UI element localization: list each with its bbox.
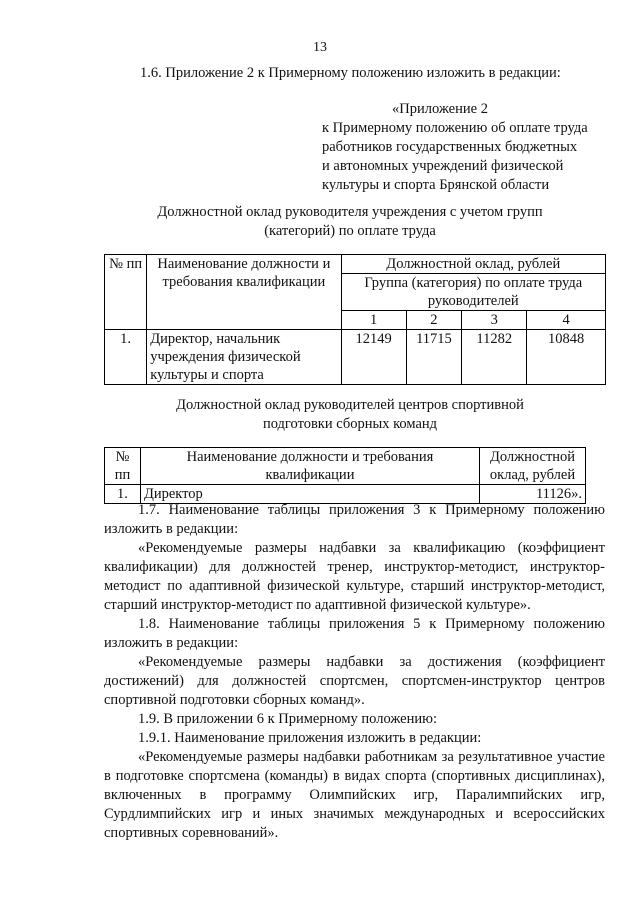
head-name: Наименование должности и требования квалификации: [147, 255, 341, 330]
page-number: 13: [313, 40, 327, 55]
appendix-line: работников государственных бюджетных: [322, 139, 578, 155]
appendix-line: культуры и спорта Брянской области: [322, 177, 550, 193]
body-text: [104, 501, 605, 843]
group-1: 1: [341, 311, 406, 330]
paragraph-1-8: 1.8. Наименование таблицы приложения 5 к Примерному положению изложить в редакции:: [104, 616, 605, 651]
row-name: Директор, начальник учреждения физической культуры и спорта: [147, 330, 341, 385]
appendix-header: [322, 100, 612, 195]
row-num: 1.: [105, 485, 141, 504]
head-num: № пп: [105, 255, 147, 330]
caption-line: подготовки сборных команд: [262, 416, 438, 432]
paragraph-1-7: 1.7. Наименование таблицы приложения 3 к Примерному положению изложить в редакции:: [104, 502, 605, 537]
table2-caption: [100, 396, 600, 434]
row-value: 12149: [341, 330, 406, 385]
item-1-6: 1.6. Приложение 2 к Примерному положению изложить в редакции:: [140, 65, 561, 81]
appendix-line: к Примерному положению об оплате труда: [322, 120, 588, 136]
head-salary: Должностной оклад, рублей: [341, 255, 605, 274]
head-group: Группа (категория) по оплате труда руководителей: [341, 274, 605, 311]
salary-table-2: [104, 447, 586, 504]
group-3: 3: [462, 311, 527, 330]
caption-line: Должностной оклад руководителя учреждения с учетом групп: [157, 204, 543, 220]
appendix-line: и автономных учреждений физической: [322, 158, 564, 174]
row-value: 11126».: [480, 485, 586, 504]
head-num: № пп: [105, 448, 141, 485]
paragraph-1-9-1: 1.9.1. Наименование приложения изложить в редакции:: [138, 730, 482, 746]
row-name: Директор: [140, 485, 479, 504]
row-num: 1.: [105, 330, 147, 385]
quote-1-9-1: «Рекомендуемые размеры надбавки работникам за результативное участие в подготовке спортсмена (команды) в видах спорта (спортивных дисциплинах), включенных в программу Олимпийских игр, Паралимпийских игр, Сурдлимпийских игр и иных значимых международных и всероссийских спортивных соревнований».: [104, 749, 605, 841]
row-value: 11715: [406, 330, 462, 385]
head-name: Наименование должности и требования квалификации: [140, 448, 479, 485]
head-salary: Должностной оклад, рублей: [480, 448, 586, 485]
table1-caption: [100, 203, 600, 241]
group-4: 4: [527, 311, 606, 330]
table-row: [105, 330, 606, 385]
salary-table-1: [104, 254, 606, 385]
caption-line: Должностной оклад руководителей центров спортивной: [176, 397, 524, 413]
caption-line: (категорий) по оплате труда: [264, 223, 436, 239]
row-value: 10848: [527, 330, 606, 385]
paragraph-1-9: 1.9. В приложении 6 к Примерному положению:: [138, 711, 437, 727]
group-2: 2: [406, 311, 462, 330]
quote-1-8: «Рекомендуемые размеры надбавки за достижения (коэффициент достижений) для должностей спортсмен, спортсмен-инструктор центров спортивной подготовки сборных команд».: [104, 654, 605, 708]
quote-1-7: «Рекомендуемые размеры надбавки за квалификацию (коэффициент квалификации) для должностей тренер, инструктор-методист, инструктор-методист по адаптивной физической культуре, старший инструктор-методист, старший инструктор-методист по адаптивной физической культуре».: [104, 540, 605, 613]
row-value: 11282: [462, 330, 527, 385]
appendix-line: «Приложение 2: [392, 101, 488, 117]
